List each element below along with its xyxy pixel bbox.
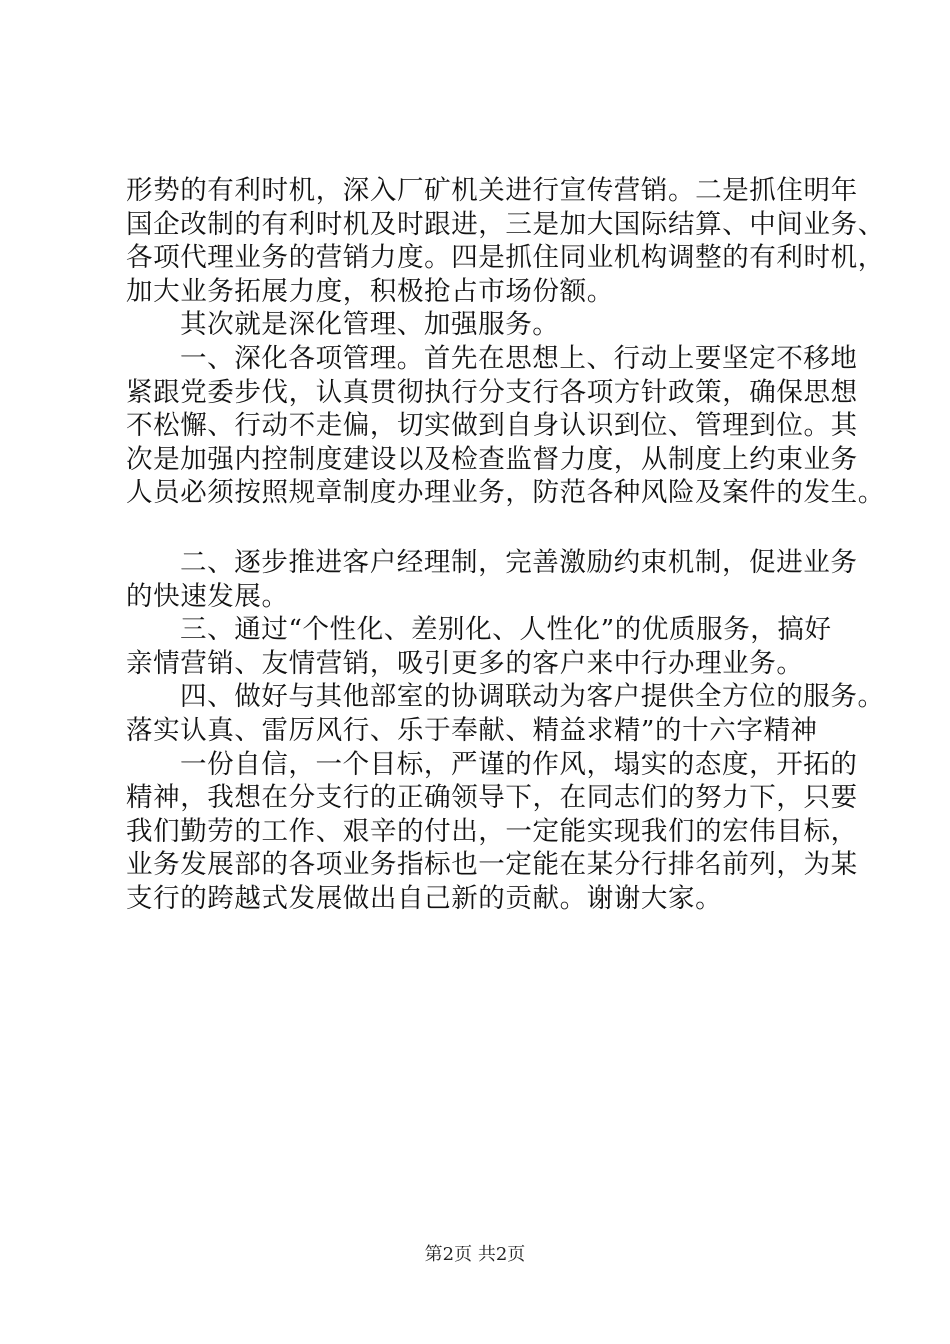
text-line: 的快速发展。: [126, 580, 289, 612]
paragraph: [126, 680, 885, 747]
text-line: 业务发展部的各项业务指标也一定能在某分行排名前列，为某: [126, 849, 858, 881]
paragraph: [126, 546, 858, 613]
text-line: 一、深化各项管理。首先在思想上、行动上要坚定不移地: [180, 342, 858, 374]
text-line: 支行的跨越式发展做出自己新的贡献。谢谢大家。: [126, 882, 723, 914]
text-line: 亲情营销、友情营销，吸引更多的客户来中行办理业务。: [126, 647, 804, 679]
text-line: 一份自信，一个目标，严谨的作风，塌实的态度，开拓的: [180, 748, 858, 780]
paragraph: [126, 613, 836, 680]
text-line: 四、做好与其他部室的协调联动为客户提供全方位的服务。: [180, 681, 885, 713]
document-body: [126, 174, 885, 915]
text-line: 紧跟党委步伐，认真贯彻执行分支行各项方针政策，确保思想: [126, 376, 858, 408]
text-line: 其次就是深化管理、加强服务。: [180, 309, 560, 341]
paragraph: [126, 342, 885, 510]
text-line: 不松懈、行动不走偏，切实做到自身认识到位、管理到位。其: [126, 410, 858, 442]
paragraph: [126, 174, 885, 308]
paragraph: [126, 748, 858, 916]
text-line: 三、通过“个性化、差别化、人性化”的优质服务，搞好: [180, 614, 832, 646]
text-line: 落实认真、雷厉风行、乐于奉献、精益求精”的十六字精神: [126, 714, 818, 746]
text-line: 次是加强内控制度建设以及检查监督力度，从制度上约束业务: [126, 443, 858, 475]
paragraph: [126, 308, 836, 342]
text-line: 各项代理业务的营销力度。四是抓住同业机构调整的有利时机，: [126, 242, 885, 274]
text-line: 国企改制的有利时机及时跟进，三是加大国际结算、中间业务、: [126, 208, 885, 240]
page-footer: [0, 1244, 950, 1266]
paragraph-gap: [126, 510, 836, 546]
text-line: 精神，我想在分支行的正确领导下，在同志们的努力下，只要: [126, 782, 858, 814]
page-number-label: 第2页 共2页: [424, 1244, 526, 1265]
text-line: 我们勤劳的工作、艰辛的付出，一定能实现我们的宏伟目标，: [126, 815, 858, 847]
text-line: 二、逐步推进客户经理制，完善激励约束机制，促进业务: [180, 546, 858, 578]
text-line: 形势的有利时机，深入厂矿机关进行宣传营销。二是抓住明年: [126, 175, 858, 206]
text-line: 加大业务拓展力度，积极抢占市场份额。: [126, 275, 614, 307]
text-line: 人员必须按照规章制度办理业务，防范各种风险及案件的发生。: [126, 477, 885, 509]
